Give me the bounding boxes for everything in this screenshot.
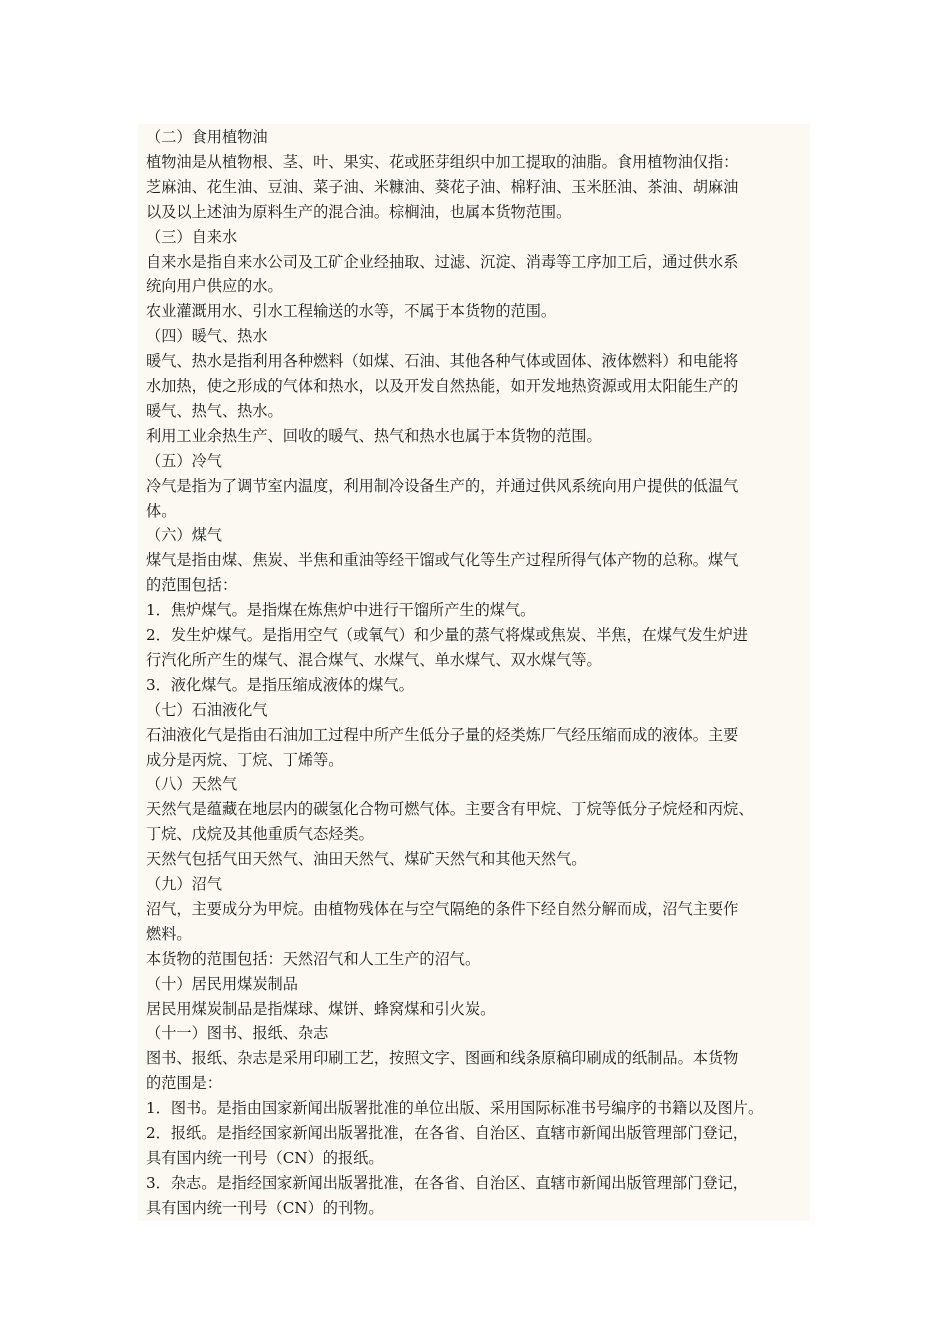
text-line: 具有国内统一刊号（CN）的刊物。 <box>146 1198 384 1217</box>
text-line: 石油液化气是指由石油加工过程中所产生低分子量的烃类炼厂气经压缩而成的液体。主要 <box>146 725 739 744</box>
text-line: 的范围是： <box>146 1074 222 1093</box>
text-line: 农业灌溉用水、引水工程输送的水等，不属于本货物的范围。 <box>146 302 557 321</box>
text-line: 1．图书。是指由国家新闻出版署批准的单位出版、采用国际标准书号编序的书籍以及图片。 <box>146 1099 764 1118</box>
text-line: 天然气是蕴藏在地层内的碳氢化合物可燃气体。主要含有甲烷、丁烷等低分子烷烃和丙烷、 <box>146 800 754 819</box>
text-line: 暖气、热水是指利用各种燃料（如煤、石油、其他各种气体或固体、液体燃料）和电能将 <box>146 352 739 371</box>
text-line: 芝麻油、花生油、豆油、菜子油、米糠油、葵花子油、棉籽油、玉米胚油、茶油、胡麻油 <box>146 177 739 196</box>
text-line: 图书、报纸、杂志是采用印刷工艺，按照文字、图画和线条原稿印刷成的纸制品。本货物 <box>146 1049 739 1068</box>
text-line: （六）煤气 <box>146 526 222 545</box>
text-line: 冷气是指为了调节室内温度，利用制冷设备生产的，并通过供风系统向用户提供的低温气 <box>146 476 739 495</box>
text-line: （十一）图书、报纸、杂志 <box>146 1024 329 1043</box>
text-line: （三）自来水 <box>146 227 238 246</box>
text-line: 天然气包括气田天然气、油田天然气、煤矿天然气和其他天然气。 <box>146 850 587 869</box>
text-line: 1．焦炉煤气。是指煤在炼焦炉中进行干馏所产生的煤气。 <box>146 601 536 620</box>
text-line: 以及以上述油为原料生产的混合油。棕榈油，也属本货物范围。 <box>146 202 572 221</box>
text-line: （四）暖气、热水 <box>146 327 268 346</box>
text-line: 3．杂志。是指经国家新闻出版署批准，在各省、自治区、直辖市新闻出版管理部门登记， <box>146 1173 748 1192</box>
text-line: 水加热，使之形成的气体和热水，以及开发自然热能，如开发地热资源或用太阳能生产的 <box>146 377 739 395</box>
text-line: 统向用户供应的水。 <box>146 277 283 296</box>
text-line: （九）沼气 <box>146 875 222 893</box>
text-line: 具有国内统一刊号（CN）的报纸。 <box>146 1148 384 1167</box>
text-line: 利用工业余热生产、回收的暖气、热气和热水也属于本货物的范围。 <box>146 426 602 445</box>
text-line: （十）居民用煤炭制品 <box>146 974 298 993</box>
text-line: 体。 <box>146 501 177 520</box>
text-line: 暖气、热气、热水。 <box>146 401 283 420</box>
text-line: 行汽化所产生的煤气、混合煤气、水煤气、单水煤气、双水煤气等。 <box>146 650 602 669</box>
text-line: 燃料。 <box>146 924 192 943</box>
text-line: 沼气，主要成分为甲烷。由植物残体在与空气隔绝的条件下经自然分解而成，沼气主要作 <box>146 899 739 918</box>
text-line: 3．液化煤气。是指压缩成液体的煤气。 <box>146 675 414 694</box>
text-line: 2．报纸。是指经国家新闻出版署批准，在各省、自治区、直辖市新闻出版管理部门登记， <box>146 1124 748 1142</box>
text-line: 丁烷、戊烷及其他重质气态烃类。 <box>146 825 374 844</box>
text-line: 2．发生炉煤气。是指用空气（或氧气）和少量的蒸气将煤或焦炭、半焦，在煤气发生炉进 <box>146 626 748 644</box>
text-line: （五）冷气 <box>146 451 222 470</box>
text-line: （七）石油液化气 <box>146 700 268 719</box>
text-line: 植物油是从植物根、茎、叶、果实、花或胚芽组织中加工提取的油脂。食用植物油仅指： <box>146 152 739 171</box>
text-line: （二）食用植物油 <box>146 128 268 146</box>
text-line: 的范围包括： <box>146 576 238 595</box>
document-text-block <box>138 124 810 1221</box>
text-line: 居民用煤炭制品是指煤球、煤饼、蜂窝煤和引火炭。 <box>146 999 496 1018</box>
text-line: 煤气是指由煤、焦炭、半焦和重油等经干馏或气化等生产过程所得气体产物的总称。煤气 <box>146 551 739 570</box>
text-line: 自来水是指自来水公司及工矿企业经抽取、过滤、沉淀、消毒等工序加工后，通过供水系 <box>146 252 739 271</box>
text-line: 本货物的范围包括：天然沼气和人工生产的沼气。 <box>146 949 481 968</box>
text-line: 成分是丙烷、丁烷、丁烯等。 <box>146 750 344 769</box>
text-line: （八）天然气 <box>146 775 238 794</box>
